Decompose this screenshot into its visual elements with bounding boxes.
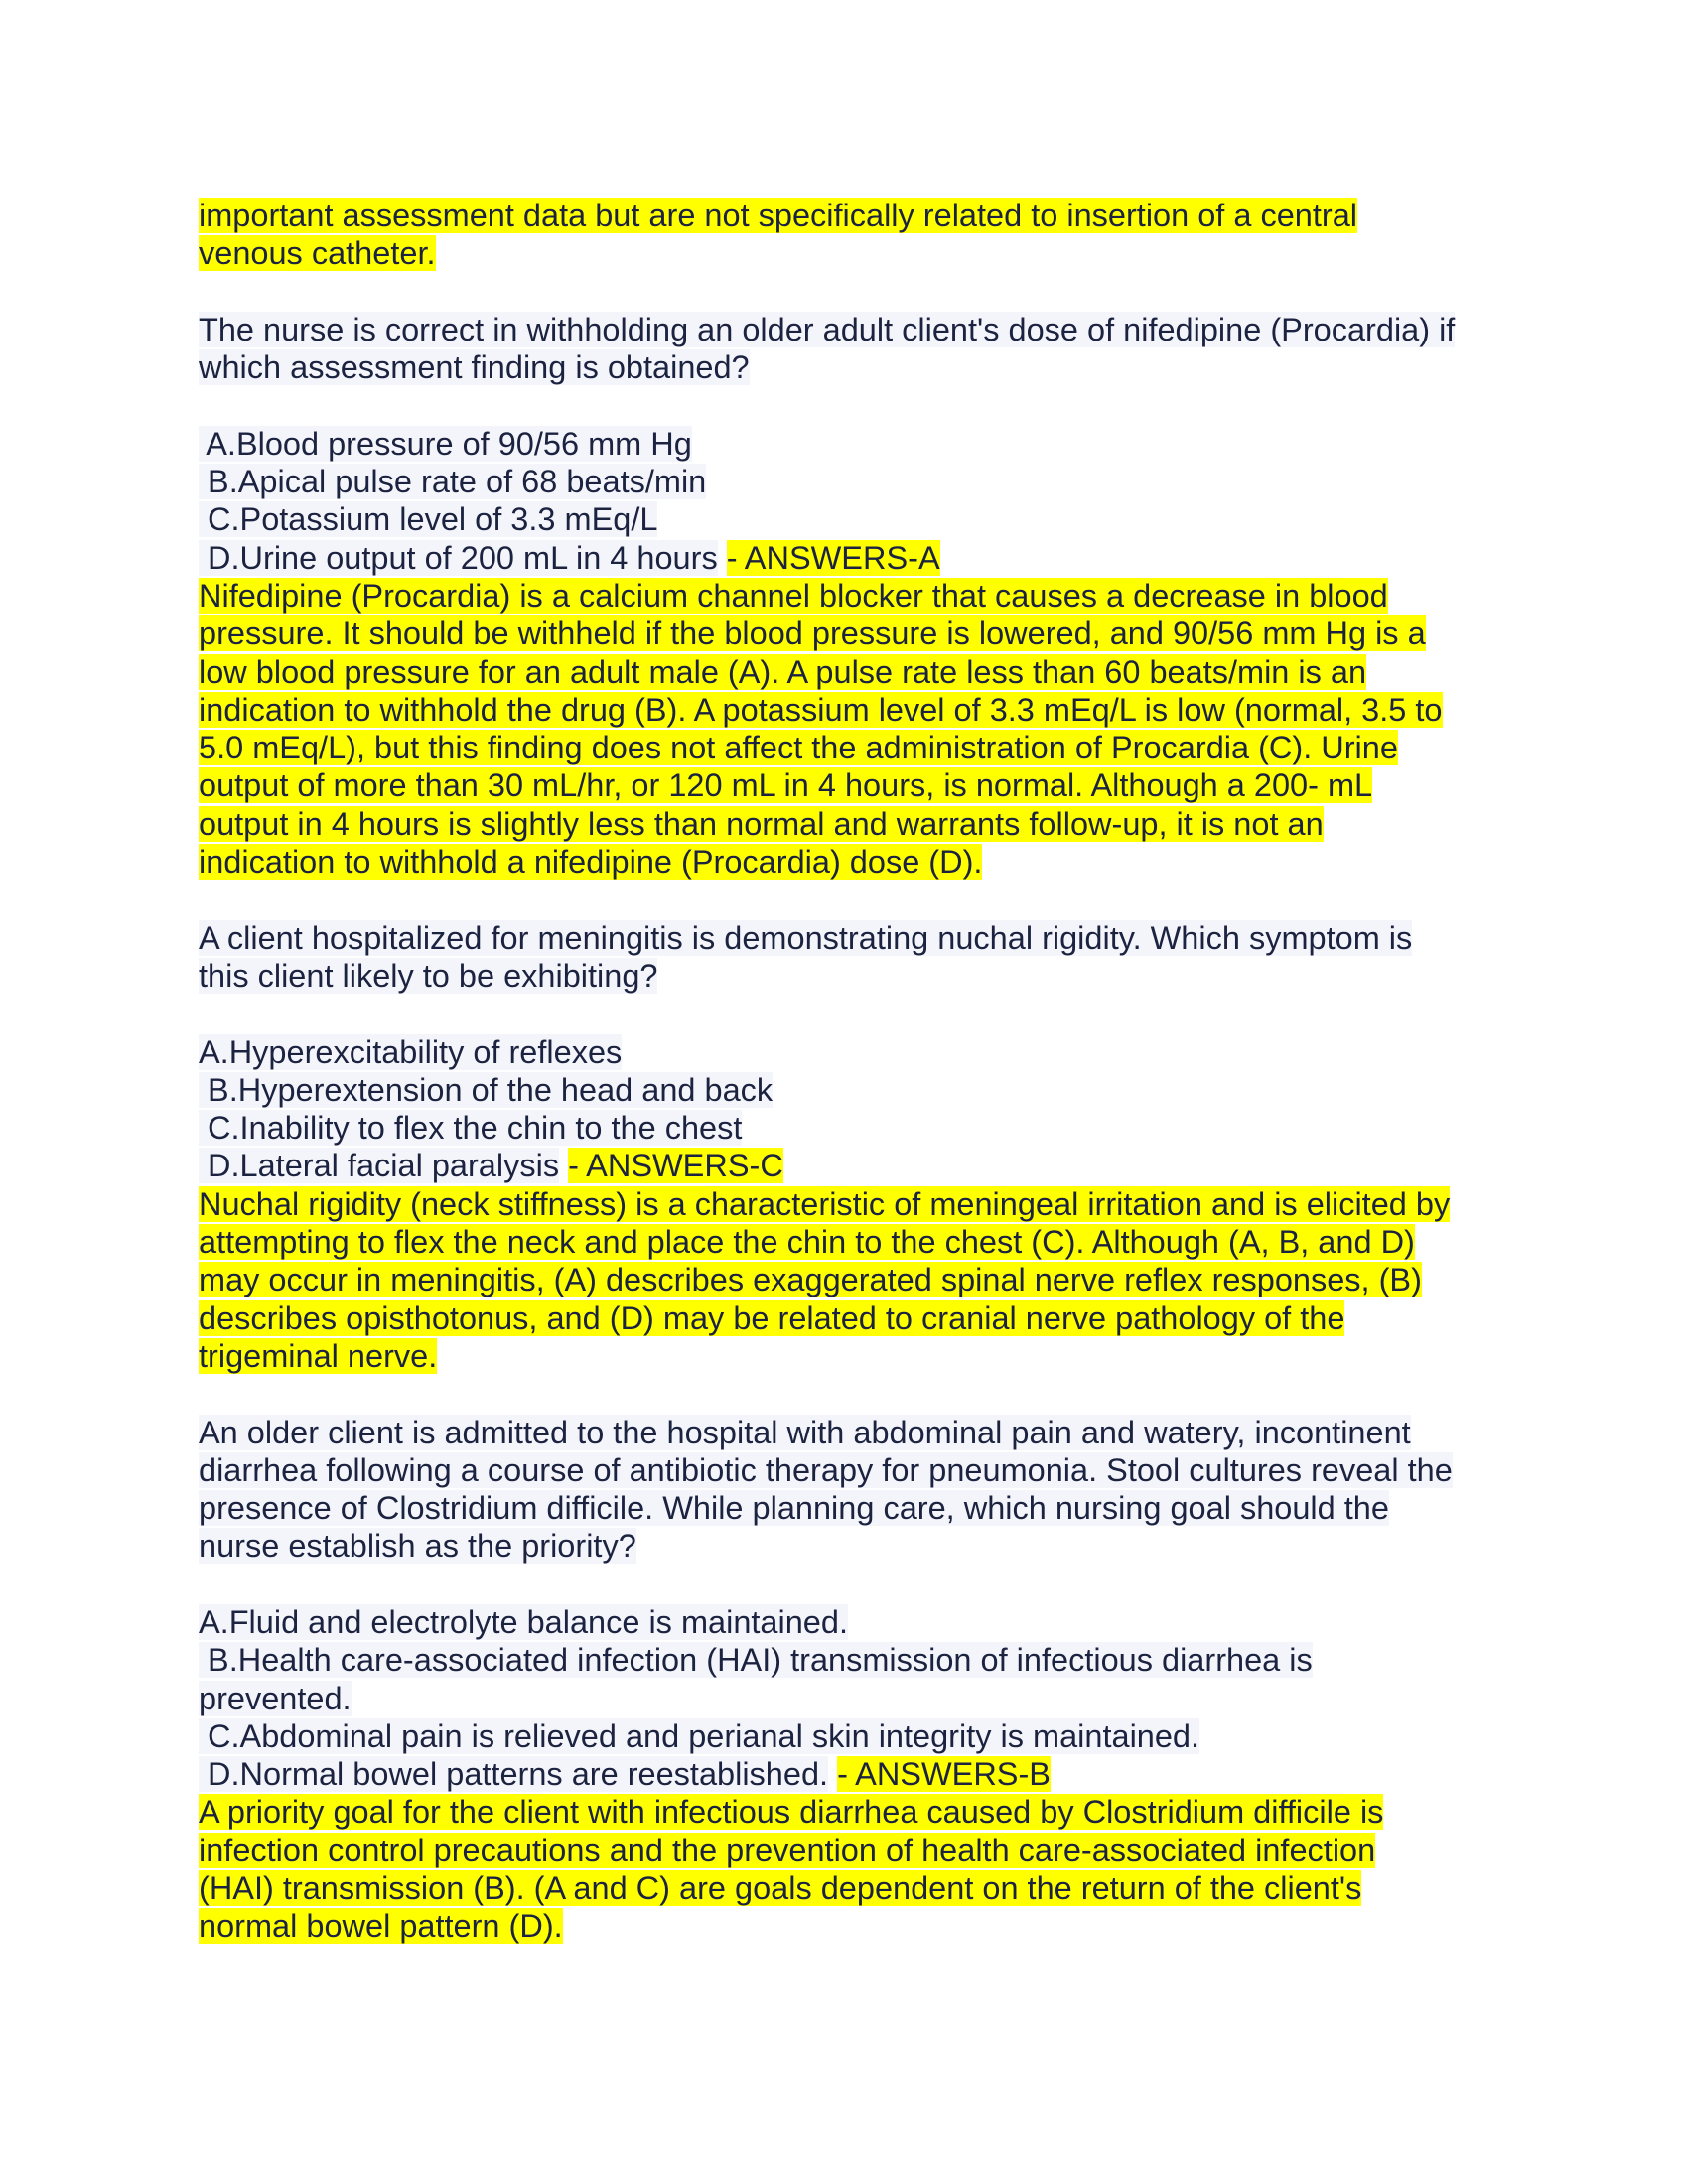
- rationale-line: venous catheter.: [199, 235, 436, 272]
- question-1: [199, 311, 1489, 881]
- question-stem-line: this client likely to be exhibiting?: [199, 957, 658, 994]
- rationale-line: normal bowel pattern (D).: [199, 1908, 563, 1945]
- answer-key: - ANSWERS-C: [568, 1148, 783, 1184]
- option-c: C.Inability to flex the chin to the chest: [199, 1110, 743, 1147]
- option-d: D.Urine output of 200 mL in 4 hours: [199, 539, 718, 576]
- question-stem-line: An older client is admitted to the hospital with abdominal pain and watery, incontinent: [199, 1414, 1411, 1450]
- question-stem-line: presence of Clostridium difficile. While planning care, which nursing goal should the: [199, 1490, 1389, 1527]
- rationale-line: attempting to flex the neck and place the chin to the chest (C). Although (A, B, and D): [199, 1224, 1415, 1261]
- rationale-line: trigeminal nerve.: [199, 1337, 438, 1374]
- rationale-line: indication to withhold the drug (B). A potassium level of 3.3 mEq/L is low (normal, 3.5 to: [199, 691, 1443, 728]
- question-stem-line: A client hospitalized for meningitis is demonstrating nuchal rigidity. Which symptom is: [199, 919, 1413, 956]
- continued-rationale: [199, 197, 1489, 273]
- question-2: [199, 919, 1489, 1376]
- rationale-line: indication to withhold a nifedipine (Procardia) dose (D).: [199, 844, 983, 881]
- option-c: C.Abdominal pain is relieved and perianal skin integrity is maintained.: [199, 1717, 1200, 1754]
- question-stem-line: diarrhea following a course of antibiotic therapy for pneumonia. Stool cultures reveal the: [199, 1451, 1453, 1488]
- question-stem-line: which assessment finding is obtained?: [199, 349, 750, 386]
- answer-key: - ANSWERS-B: [837, 1756, 1051, 1793]
- answer-key: - ANSWERS-A: [726, 539, 940, 576]
- option-c: C.Potassium level of 3.3 mEq/L: [199, 501, 658, 538]
- document-page: [199, 197, 1489, 1946]
- question-stem-line: The nurse is correct in withholding an older adult client's dose of nifedipine (Procardia) if: [199, 311, 1456, 347]
- rationale-line: Nuchal rigidity (neck stiffness) is a characteristic of meningeal irritation and is elicited by: [199, 1185, 1451, 1222]
- rationale-line: (HAI) transmission (B). (A and C) are goals dependent on the return of the client's: [199, 1870, 1362, 1907]
- option-d: D.Lateral facial paralysis: [199, 1148, 560, 1184]
- rationale-line: important assessment data but are not specifically related to insertion of a central: [199, 198, 1358, 233]
- rationale-line: 5.0 mEq/L), but this finding does not affect the administration of Procardia (C). Urine: [199, 730, 1398, 766]
- rationale-line: A priority goal for the client with infectious diarrhea caused by Clostridium difficile is: [199, 1794, 1384, 1831]
- option-a: A.Blood pressure of 90/56 mm Hg: [199, 425, 692, 462]
- rationale-line: output of more than 30 mL/hr, or 120 mL in 4 hours, is normal. Although a 200- mL: [199, 767, 1373, 804]
- rationale-line: pressure. It should be withheld if the blood pressure is lowered, and 90/56 mm Hg is a: [199, 615, 1426, 652]
- option-a: A.Hyperexcitability of reflexes: [199, 1033, 623, 1070]
- option-b: B.Apical pulse rate of 68 beats/min: [199, 464, 707, 500]
- option-b: B.Hyperextension of the head and back: [199, 1071, 774, 1108]
- option-a: A.Fluid and electrolyte balance is maintained.: [199, 1603, 848, 1640]
- option-d: D.Normal bowel patterns are reestablished.: [199, 1756, 829, 1793]
- question-stem-line: nurse establish as the priority?: [199, 1528, 636, 1565]
- rationale-line: output in 4 hours is slightly less than normal and warrants follow-up, it is not an: [199, 805, 1324, 842]
- rationale-line: may occur in meningitis, (A) describes exaggerated spinal nerve reflex responses, (B): [199, 1262, 1422, 1298]
- rationale-line: describes opisthotonus, and (D) may be related to cranial nerve pathology of the: [199, 1299, 1345, 1336]
- rationale-line: low blood pressure for an adult male (A). A pulse rate less than 60 beats/min is an: [199, 653, 1367, 690]
- question-3: [199, 1414, 1489, 1946]
- option-b: B.Health care-associated infection (HAI) transmission of infectious diarrhea is: [199, 1642, 1313, 1679]
- rationale-line: Nifedipine (Procardia) is a calcium channel blocker that causes a decrease in blood: [199, 577, 1388, 614]
- rationale-line: infection control precautions and the prevention of health care-associated infection: [199, 1832, 1376, 1868]
- option-b-continued: prevented.: [199, 1680, 352, 1716]
